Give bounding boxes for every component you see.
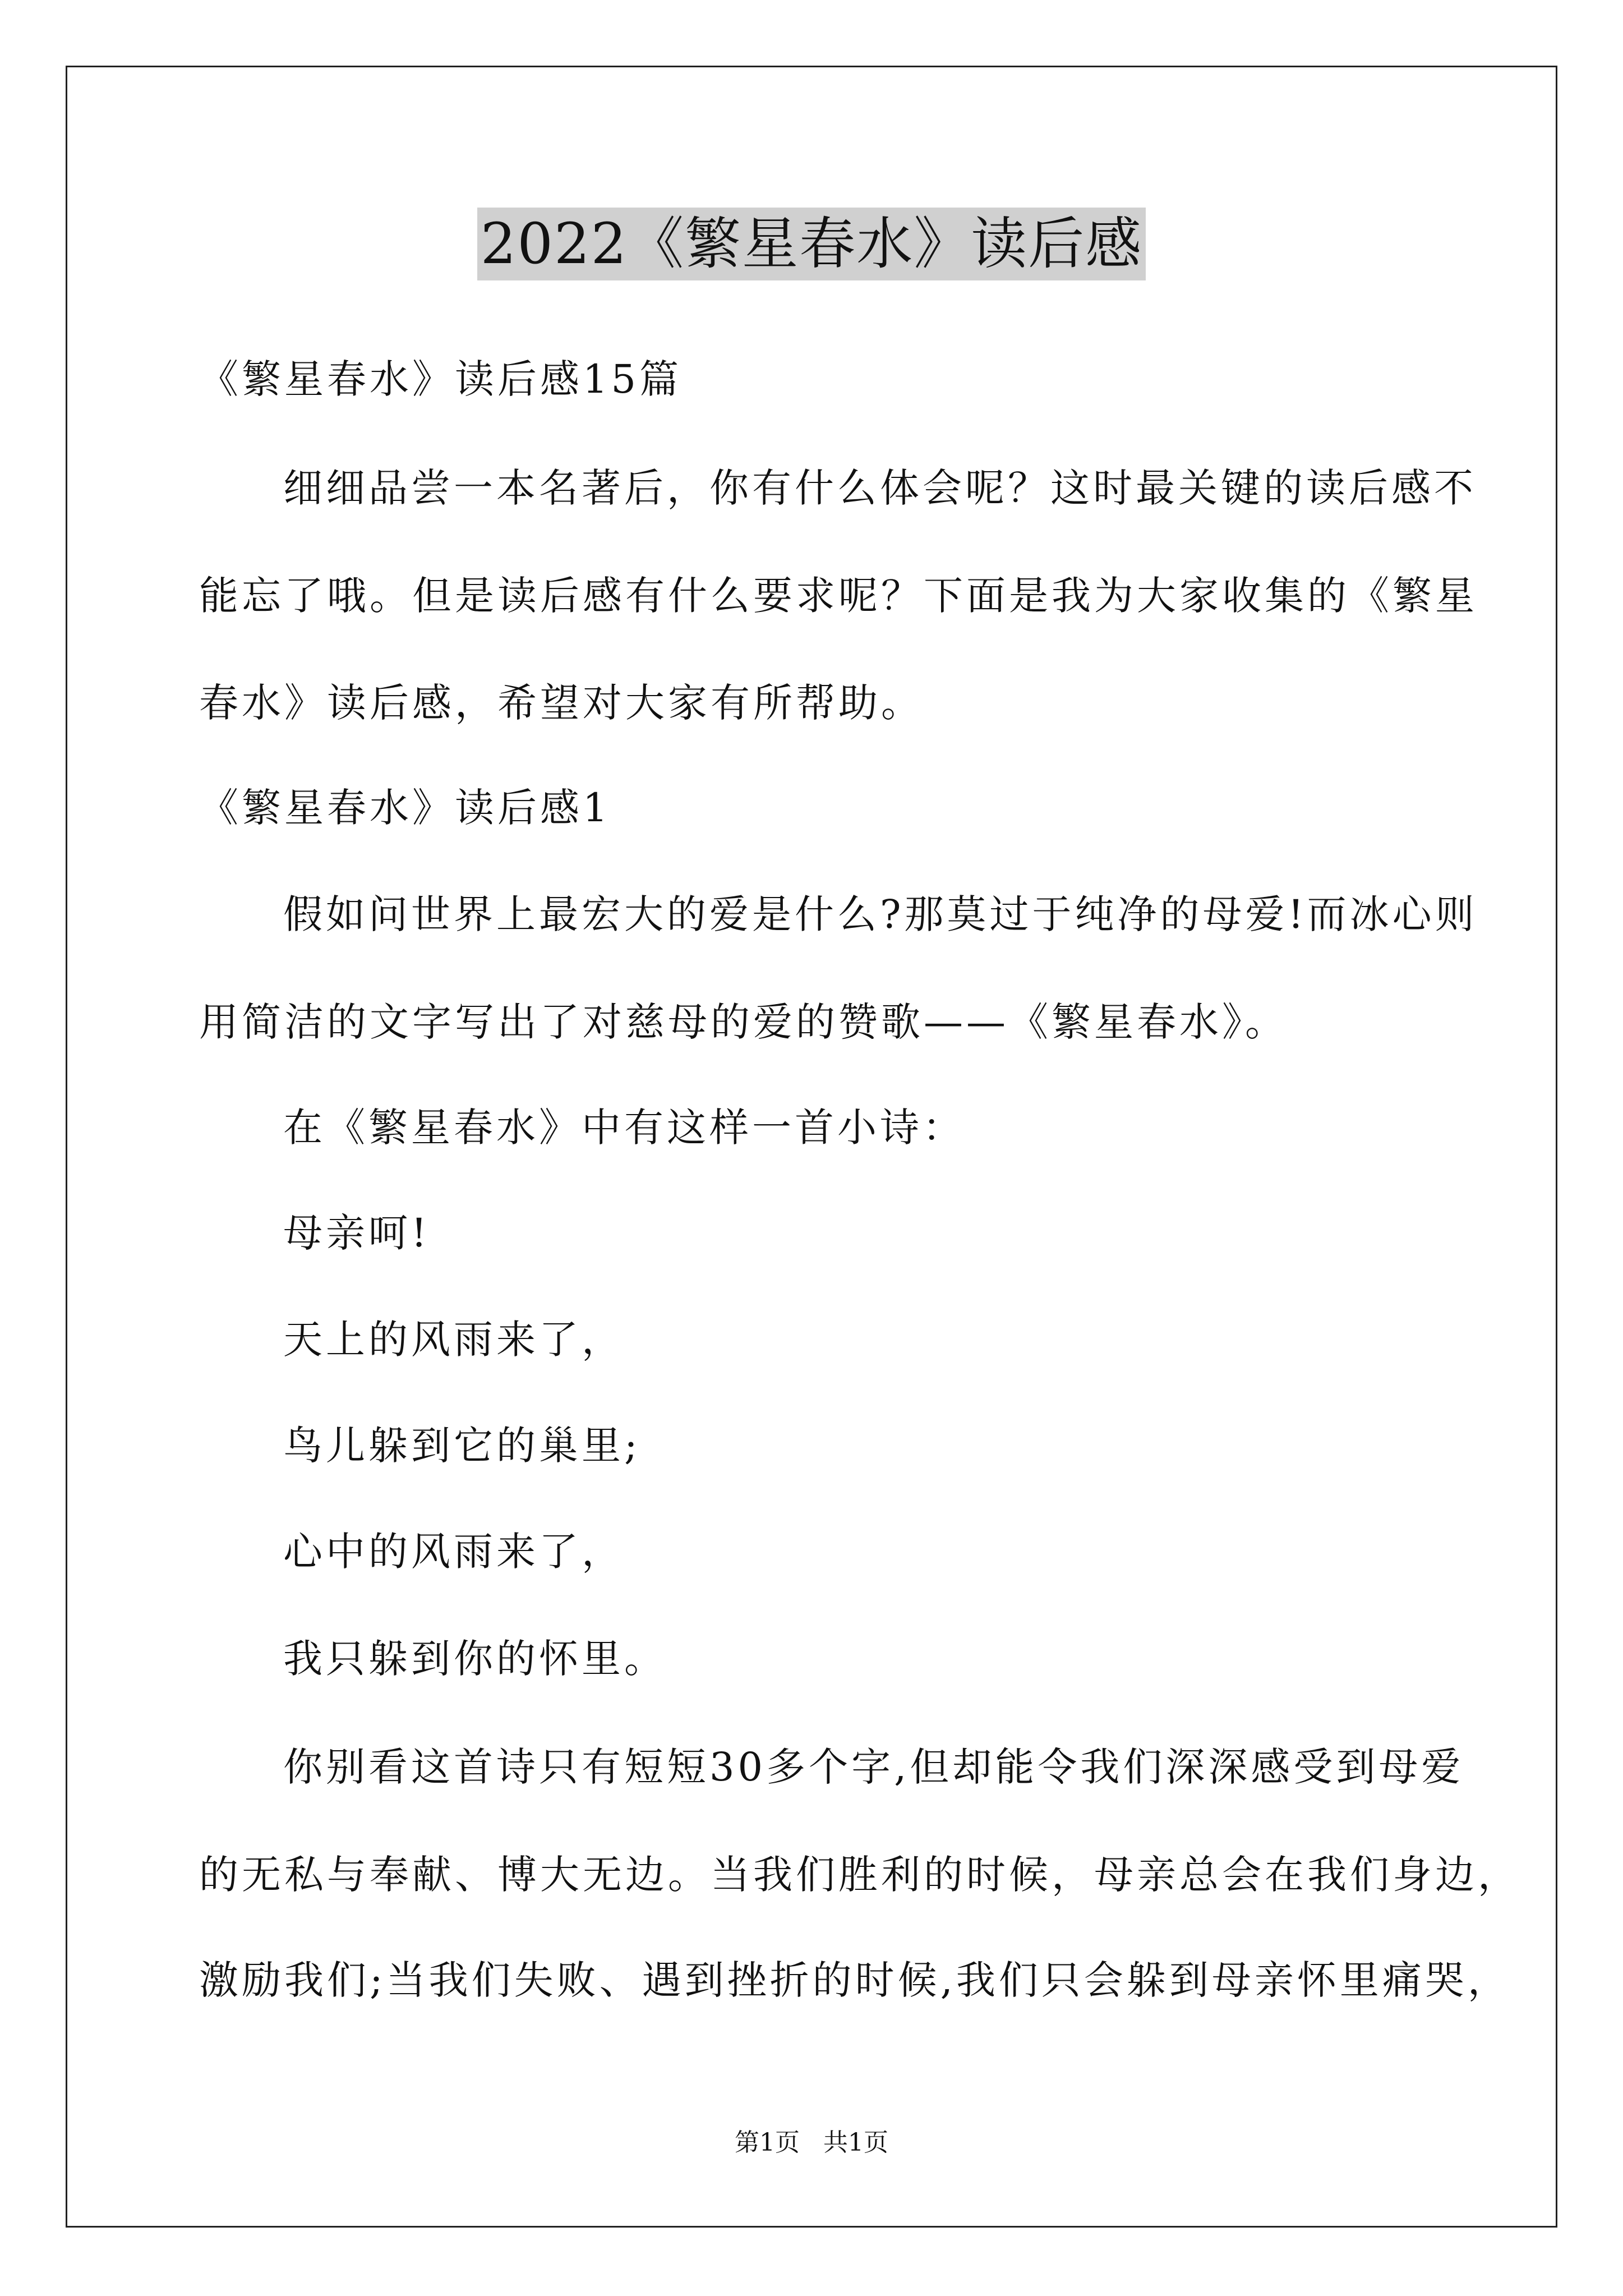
document-title: 2022《繁星春水》读后感 [477, 208, 1146, 280]
poem-line: 我只躲到你的怀里。 [283, 1636, 667, 1682]
page-number: 第1页 共1页 [735, 2128, 888, 2157]
title-container [0, 208, 1623, 280]
body-line: 的无私与奉献、博大无边。当我们胜利的时候，母亲总会在我们身边， [199, 1852, 1520, 1898]
body-line: 春水》读后感，希望对大家有所帮助。 [199, 680, 924, 726]
body-line: 你别看这首诗只有短短30多个字,但却能令我们深深感受到母爱 [283, 1744, 1464, 1790]
body-line: 能忘了哦。但是读后感有什么要求呢？下面是我为大家收集的《繁星 [199, 573, 1478, 619]
poem-line: 心中的风雨来了， [283, 1529, 624, 1575]
poem-line: 母亲呵! [283, 1210, 431, 1256]
body-line: 激励我们;当我们失败、遇到挫折的时候,我们只会躲到母亲怀里痛哭， [199, 1957, 1510, 2003]
body-line: 用简洁的文字写出了对慈母的爱的赞歌——《繁星春水》。 [199, 999, 1288, 1045]
body-line: 细细品尝一本名著后，你有什么体会呢？这时最关键的读后感不 [283, 465, 1477, 511]
section-heading: 《繁星春水》读后感1 [199, 785, 611, 831]
poem-line: 鸟儿躲到它的巢里; [283, 1423, 641, 1469]
poem-line: 天上的风雨来了， [283, 1317, 624, 1363]
body-line: 在《繁星春水》中有这样一首小诗： [283, 1105, 965, 1151]
body-line: 假如问世界上最宏大的爱是什么?那莫过于纯净的母爱!而冰心则 [283, 891, 1478, 937]
subtitle-line: 《繁星春水》读后感15篇 [199, 356, 683, 402]
